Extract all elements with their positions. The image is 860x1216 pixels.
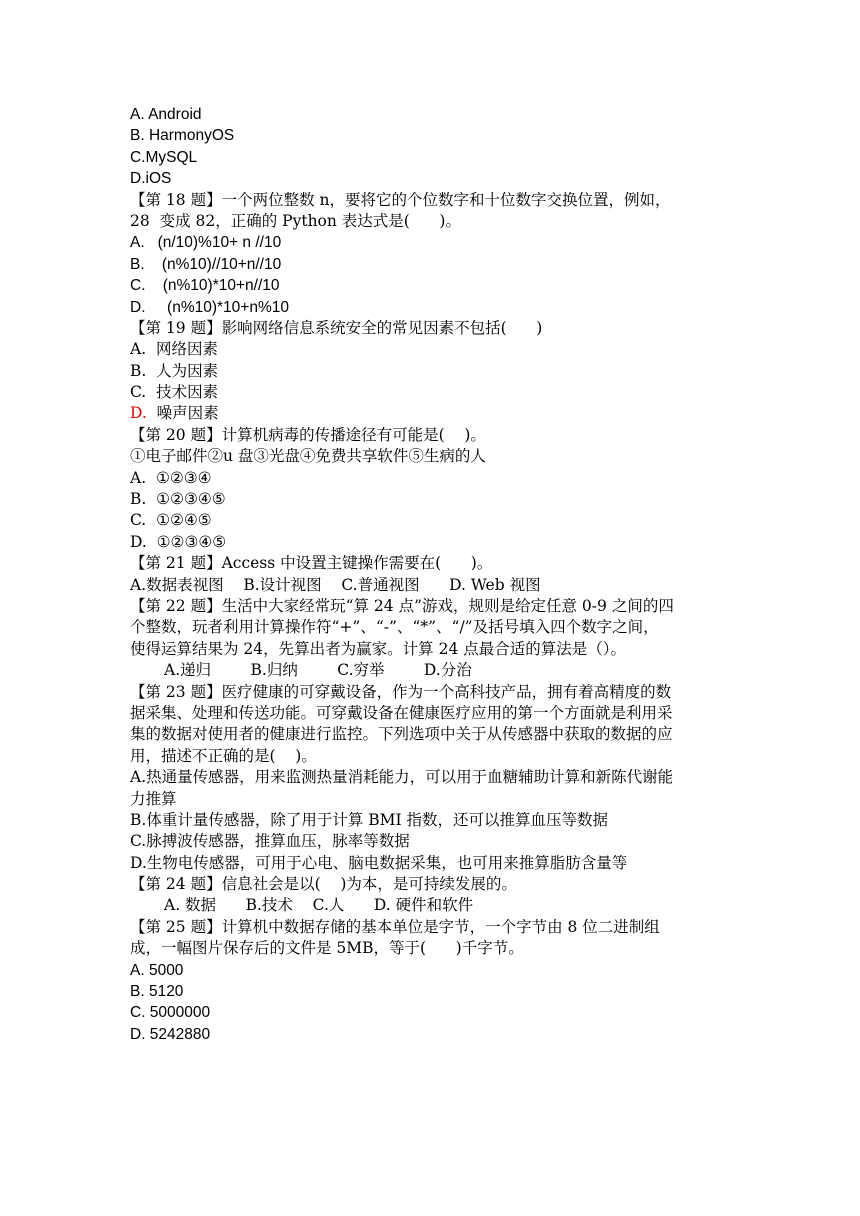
option-d: D.iOS xyxy=(130,170,172,188)
question-23-stem-line-2: 据采集、处理和传送功能。可穿戴设备在健康医疗应用的第一个方面就是利用采 xyxy=(130,703,673,722)
question-21-options: A.数据表视图 B.设计视图 C.普通视图 D. Web 视图 xyxy=(130,575,541,594)
question-25-option-d: D. 5242880 xyxy=(130,1025,211,1043)
question-22 xyxy=(130,596,738,682)
question-17-options xyxy=(130,104,738,190)
question-19-option-d-letter: D. xyxy=(130,404,147,423)
question-19-option-c: C. 技术因素 xyxy=(130,383,219,402)
question-20-option-c: C. ①②④⑤ xyxy=(130,511,212,530)
question-18-stem-line-1: 【第 18 题】一个两位整数 n，要将它的个位数字和十位数字交换位置，例如， xyxy=(130,190,671,209)
question-23-option-a: A.热通量传感器，用来监测热量消耗能力，可以用于血糖辅助计算和新陈代谢能 xyxy=(130,768,674,787)
question-list xyxy=(130,104,738,1045)
question-22-options: A.递归 B.归纳 C.穷举 D.分治 xyxy=(164,661,472,680)
question-24 xyxy=(130,874,738,917)
question-19-option-d-text: 噪声因素 xyxy=(146,404,219,423)
question-23-stem-line-1: 【第 23 题】医疗健康的可穿戴设备，作为一个高科技产品，拥有着高精度的数 xyxy=(130,682,672,701)
question-25-option-b: B. 5120 xyxy=(130,983,184,1001)
question-18 xyxy=(130,190,738,318)
question-25-option-a: A. 5000 xyxy=(130,961,184,979)
question-20-stem: 【第 20 题】计算机病毒的传播途径有可能是( )。 xyxy=(130,425,486,444)
question-25-option-c: C. 5000000 xyxy=(130,1004,211,1022)
question-20 xyxy=(130,425,738,553)
question-23-option-d: D.生物电传感器，可用于心电、脑电数据采集，也可用来推算脂肪含量等 xyxy=(130,853,628,872)
question-19-option-a: A. 网络因素 xyxy=(130,340,218,359)
question-21 xyxy=(130,553,738,596)
question-23-option-c: C.脉搏波传感器，推算血压，脉率等数据 xyxy=(130,832,410,851)
question-19-option-d xyxy=(130,403,738,424)
question-22-stem-line-1: 【第 22 题】生活中大家经常玩“算 24 点”游戏，规则是给定任意 0-9 之间的四 xyxy=(130,596,674,615)
option-c: C.MySQL xyxy=(130,148,198,166)
question-18-option-d: D. (n%10)*10+n%10 xyxy=(130,298,289,316)
question-25-stem-line-2: 成，一幅图片保存后的文件是 5MB，等于( )千字节。 xyxy=(130,939,524,958)
option-a: A. Android xyxy=(130,106,202,123)
question-18-option-c: C. (n%10)*10+n//10 xyxy=(130,277,280,295)
question-22-stem-line-2: 个整数，玩者利用计算操作符“+”、“-”、“*”、“/”及括号填入四个数字之间， xyxy=(130,618,659,637)
question-18-option-b: B. (n%10)//10+n//10 xyxy=(130,255,282,273)
question-20-option-a: A. ①②③④ xyxy=(130,468,212,487)
option-b: B. HarmonyOS xyxy=(130,127,235,145)
question-23-option-b: B.体重计量传感器，除了用于计算 BMI 指数，还可以推算血压等数据 xyxy=(130,810,609,829)
question-23-stem-line-3: 集的数据对使用者的健康进行监控。下列选项中关于从传感器中获取的数据的应 xyxy=(130,725,673,744)
question-24-stem: 【第 24 题】信息社会是以( )为本，是可持续发展的。 xyxy=(130,875,517,894)
question-18-option-a: A. (n/10)%10+ n //10 xyxy=(130,234,282,252)
question-20-option-b: B. ①②③④⑤ xyxy=(130,490,226,509)
question-19-option-b: B. 人为因素 xyxy=(130,361,219,380)
question-19 xyxy=(130,318,738,425)
question-25-stem-line-1: 【第 25 题】计算机中数据存储的基本单位是字节，一个字节由 8 位二进制组 xyxy=(130,917,660,936)
question-19-stem: 【第 19 题】影响网络信息系统安全的常见因素不包括( ) xyxy=(130,318,543,337)
question-21-stem: 【第 21 题】Access 中设置主键操作需要在( )。 xyxy=(130,554,493,573)
question-24-options: A. 数据 B.技术 C.人 D. 硬件和软件 xyxy=(164,896,474,915)
question-22-stem-line-3: 使得运算结果为 24，先算出者为赢家。计算 24 点最合适的算法是（）。 xyxy=(130,639,626,658)
question-23-stem-line-4: 用，描述不正确的是( )。 xyxy=(130,746,317,765)
question-25 xyxy=(130,917,738,1045)
question-20-items: ①电子邮件②u 盘③光盘④免费共享软件⑤生病的人 xyxy=(130,447,486,466)
question-18-stem-line-2: 28 变成 82，正确的 Python 表达式是( )。 xyxy=(130,211,461,230)
question-23-option-a-cont: 力推算 xyxy=(130,789,177,808)
question-20-option-d: D. ①②③④⑤ xyxy=(130,532,227,551)
question-23 xyxy=(130,682,738,875)
